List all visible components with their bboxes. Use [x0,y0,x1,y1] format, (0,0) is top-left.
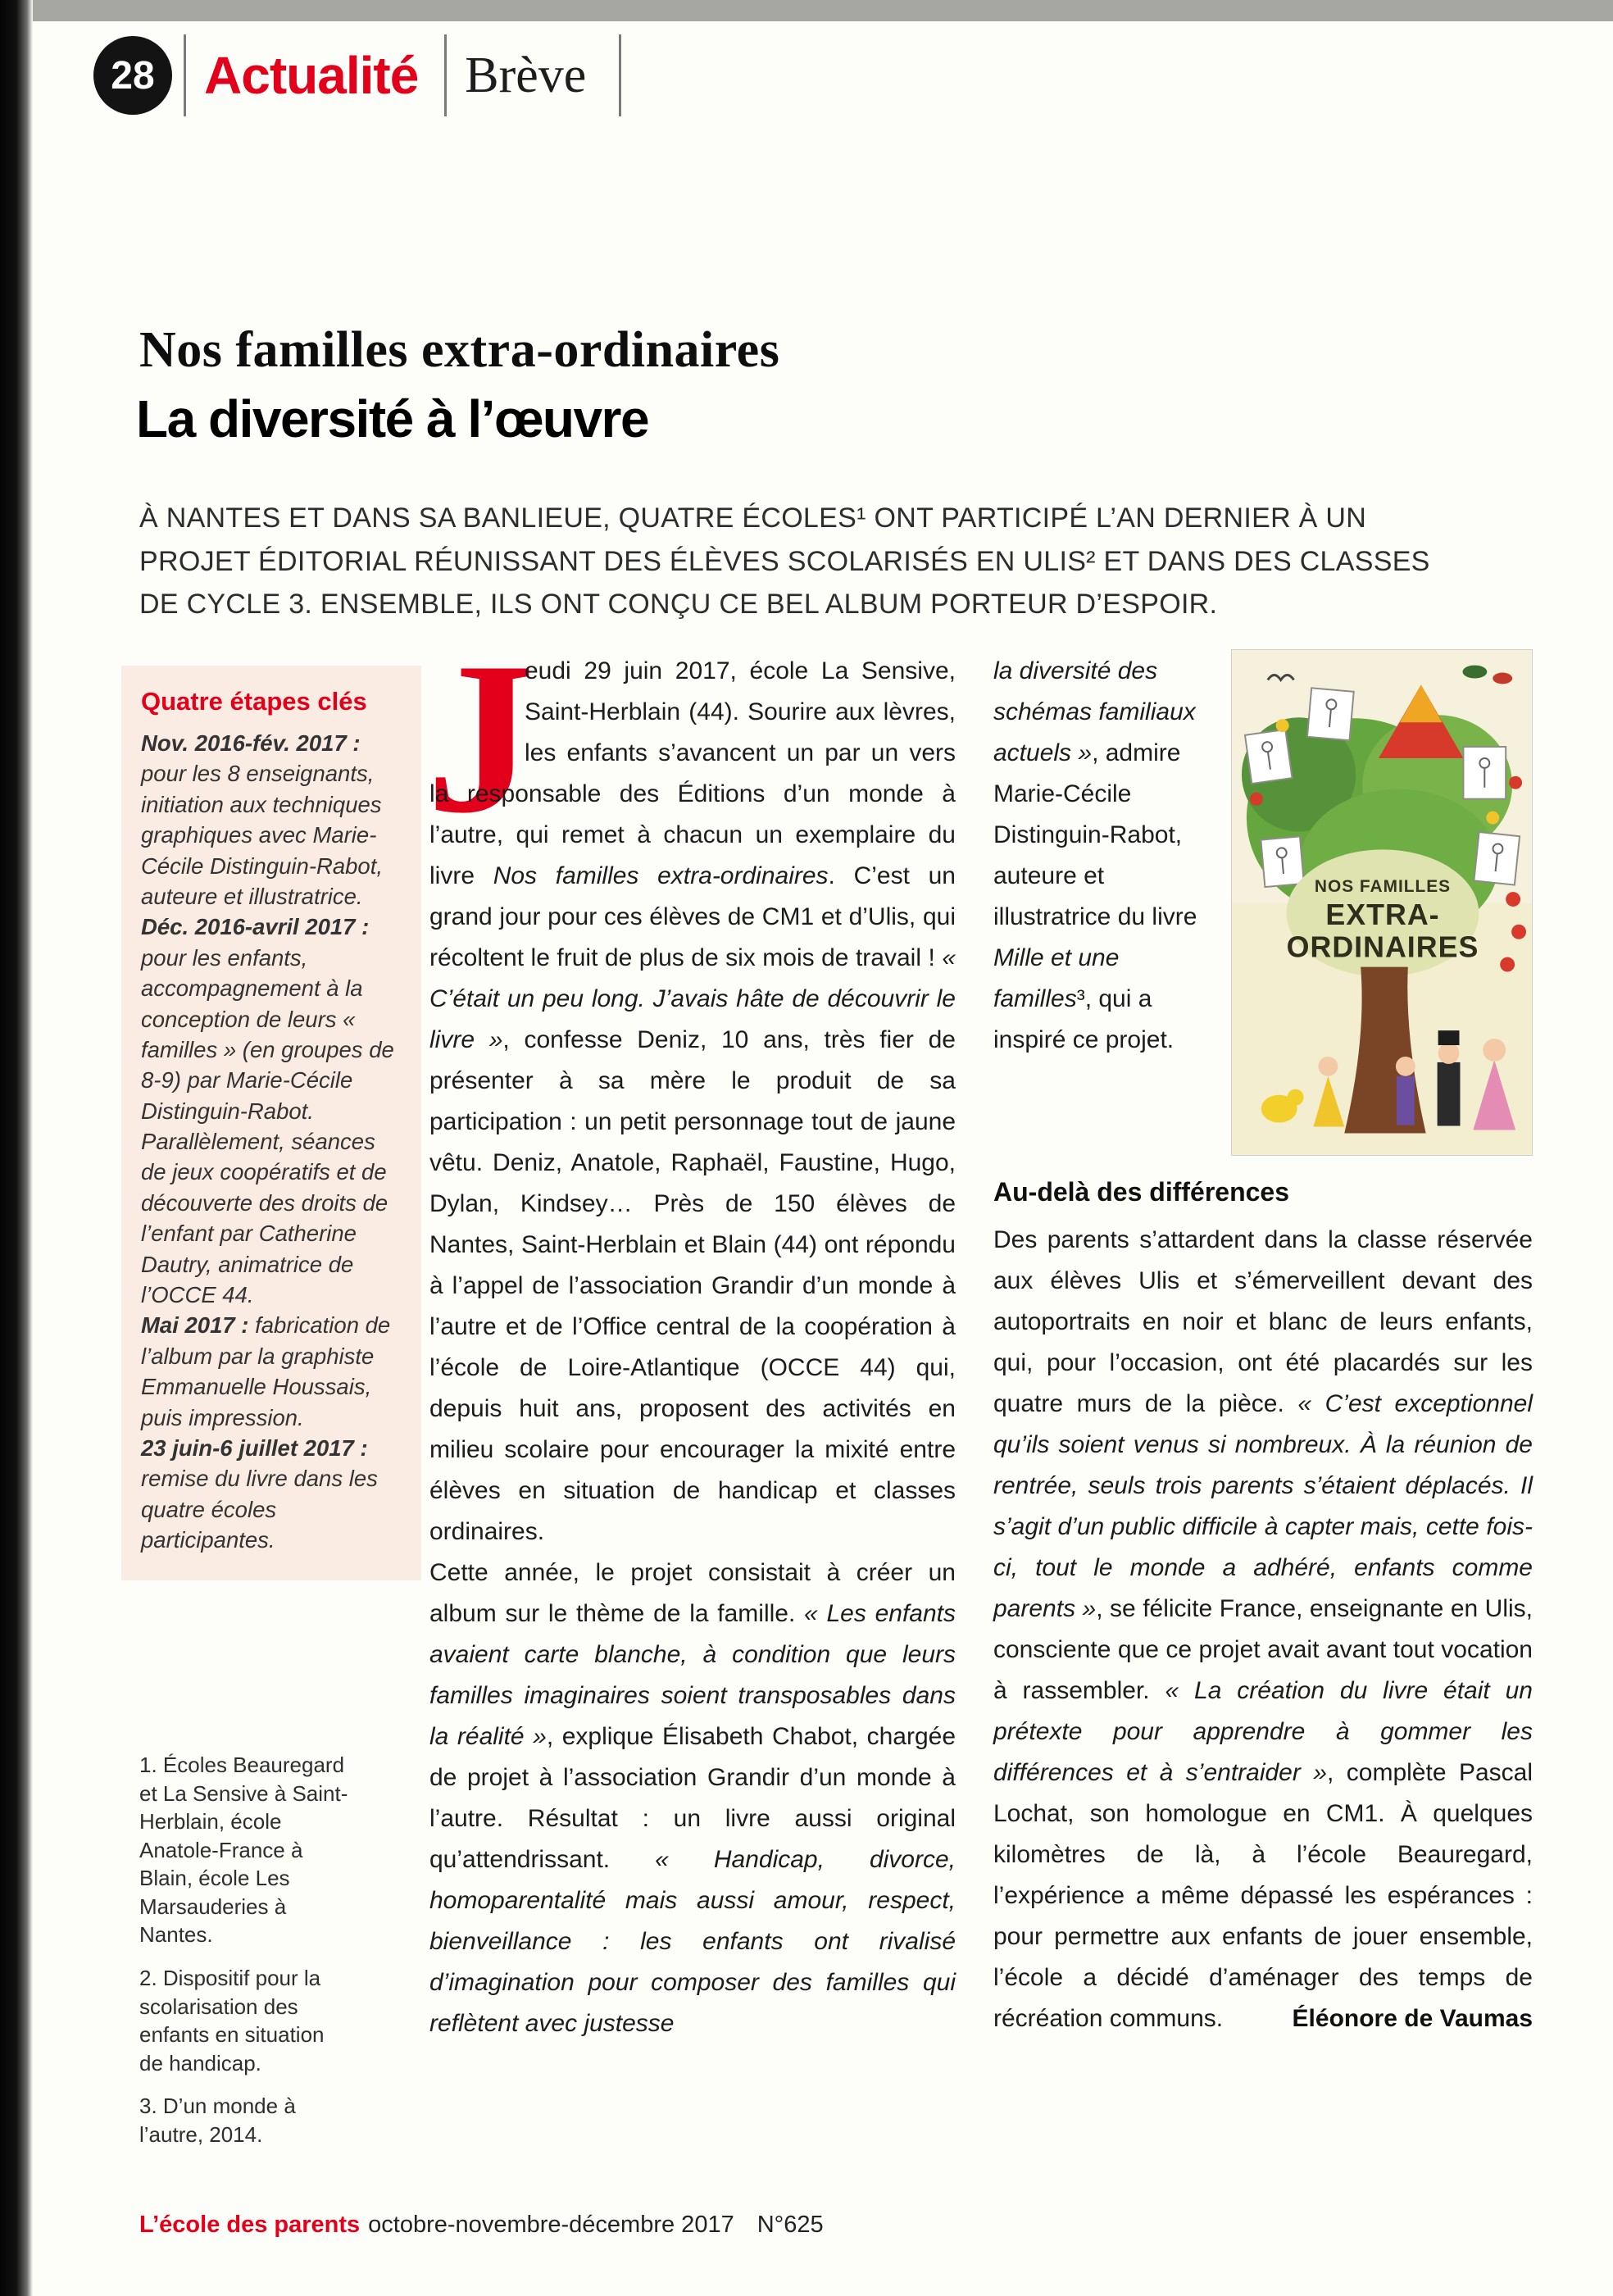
sidebar-entry-text: pour les 8 enseignants, initiation aux techniques graphiques avec Marie-Cécile Distinguin-Rabot, auteure et illustratrice. [141,761,383,909]
article-paragraph-3: Des parents s’attardent dans la classe réservée aux élèves Ulis et s’émerveillent devant des autoportraits en noir et blanc de leurs enfants, qui, pour l’occasion, ont été placardés sur les quatre murs de la pièce. « C’est exceptionnel qu’ils soient venus si nombreux. À la réunion de rentrée, seuls trois parents s’étaient déplacés. Il s’agit d’un public difficile à capter mais, cette fois-ci, tout le monde a adhéré, enfants comme parents », se félicite France, enseignante en Ulis, consciente que ce projet avait avant tout vocation à rassembler. « La création du livre était un prétexte pour apprendre à gommer les différences et à s’entraider », complète Pascal Lochat, son homologue en CM1. À quelques kilomètres de là, à l’école Beauregard, l’expérience a même dépassé les espérances : pour permettre aux enfants de jouer ensemble, l’école a décidé d’aménager des temps de récréation communs. [993,1226,1533,2032]
page-header [93,34,621,116]
scan-edge-top [0,0,1613,21]
article-paragraph-continuation: la diversité des schémas familiaux actuels », admire Marie-Cécile Distinguin-Rabot, auteure et illustratrice du livre Mille et une familles³, qui a inspiré ce projet. [993,657,1197,1053]
book-cover-image [1231,649,1533,1156]
section-label: Actualité [204,46,419,105]
sidebar-entry-text: remise du livre dans les quatre écoles participantes. [141,1466,378,1553]
rubric-label: Brève [465,47,587,103]
section-heading-differences: Au-delà des différences [993,1177,1289,1207]
sidebar-entry-date: Mai 2017 : [141,1312,256,1339]
sidebar-entry [141,912,400,1310]
page-number-badge [93,36,172,115]
cover-title-line1: NOS FAMILLES [1314,877,1452,897]
sidebar-entry [141,728,400,912]
article-right-column [993,1220,1533,2039]
sidebar-entry-text: pour les enfants, accompagnement à la conception de leurs « familles » (en groupes de 8-9) par Marie-Cécile Distinguin-Rabot. Parallèlement, séances de jeux coopératifs et de découverte des droits de l’enfant par Catherine Dautry, animatrice de l’OCCE 44. [141,944,394,1308]
footnotes [139,1751,351,2164]
header-divider [619,34,621,116]
article-paragraph-1: eudi 29 juin 2017, école La Sensive, Saint-Herblain (44). Sourire aux lèvres, les enfants s’avancent un par un vers la responsable des Éditions d’un monde à l’autre, qui remet à chacun un exemplaire du livre Nos familles extra-ordinaires. C’est un grand jour pour ces élèves de CM1 et d’Ulis, qui récoltent le fruit de plus de six mois de travail ! « C’était un peu long. J’avais hâte de découvrir le livre », confesse Deniz, 10 ans, très fier de présenter à sa mère le produit de sa participation : un petit personnage tout de jaune vêtu. Deniz, Anatole, Raphaël, Faustine, Hugo, Dylan, Kindsey… Près de 150 élèves de Nantes, Saint-Herblain et Blain (44) ont répondu à l’appel de l’association Grandir d’un monde à l’autre et de l’Office central de la coopération à l’école de Loire-Atlantique (OCCE 44) qui, depuis huit ans, proposent des activités en milieu scolaire pour encourager la mixité entre élèves en situation de handicap et classes ordinaires. [429,651,956,1553]
page-footer [139,2212,824,2239]
sidebar-key-steps [121,666,421,1580]
page-number: 28 [111,53,155,98]
cover-title-line2: EXTRA- [1325,898,1440,931]
sidebar-entry [141,1433,400,1556]
drop-cap: J [426,618,535,858]
article-title: La diversité à l’œuvre [136,389,649,448]
sidebar-entry-date: Déc. 2016-avril 2017 : [141,914,370,940]
drop-cap-spacer [429,651,525,774]
article-byline: Éléonore de Vaumas [1292,2005,1533,2032]
footnote-2: 2. Dispositif pour la scolarisation des enfants en situation de handicap. [139,1966,325,2075]
bird-icon [1462,666,1487,679]
bird-icon [1493,673,1512,684]
article-standfirst: À NANTES ET DANS SA BANLIEUE, QUATRE ÉCOLES¹ ONT PARTICIPÉ L’AN DERNIER À UN PROJET ÉDITORIAL RÉUNISSANT DES ÉLÈVES SCOLARISÉS EN ULIS² ET DANS DES CLASSES DE CYCLE 3. ENSEMBLE, ILS ONT CONÇU CE BEL ALBUM PORTEUR D’ESPOIR. [139,502,1430,621]
scan-edge-left [0,0,33,2296]
sidebar-entry-date: Nov. 2016-fév. 2017 : [141,730,361,756]
sidebar-entry [141,1310,400,1433]
sidebar-entry-text: fabrication de l’album par la graphiste Emmanuelle Houssais, puis impression. [141,1312,391,1430]
footnote-3: 3. D’un monde à l’autre, 2014. [139,2094,296,2147]
article-paragraph-2: Cette année, le projet consistait à créer un album sur le thème de la famille. « Les enfants avaient carte blanche, à condition que leurs familles imaginaires soient transposables dans la réalité », explique Élisabeth Chabot, chargée de projet à l’association Grandir d’un monde à l’autre. Résultat : un livre aussi original qu’attendrissant. « Handicap, divorce, homoparentalité mais aussi amour, respect, bienveillance : les enfants ont rivalisé d’imagination pour composer des familles qui reflètent avec justesse [429,1559,956,2037]
issue-number: N°625 [757,2212,824,2238]
sidebar-entry-date: 23 juin-6 juillet 2017 : [141,1434,368,1461]
article-kicker: Nos familles extra-ordinaires [139,322,780,378]
article-main-column [429,651,956,2044]
magazine-name: L’école des parents [139,2212,361,2238]
footnote-1: 1. Écoles Beauregard et La Sensive à Saint-Herblain, école Anatole-France à Blain, école Les Marsauderies à Nantes. [139,1753,348,1948]
issue-date: octobre-novembre-décembre 2017 [368,2212,734,2238]
cover-title-line3: ORDINAIRES [1286,930,1479,964]
book-cover-illustration [1232,650,1532,1155]
article-right-intro [993,651,1216,1061]
sidebar-title: Quatre étapes clés [141,687,367,716]
